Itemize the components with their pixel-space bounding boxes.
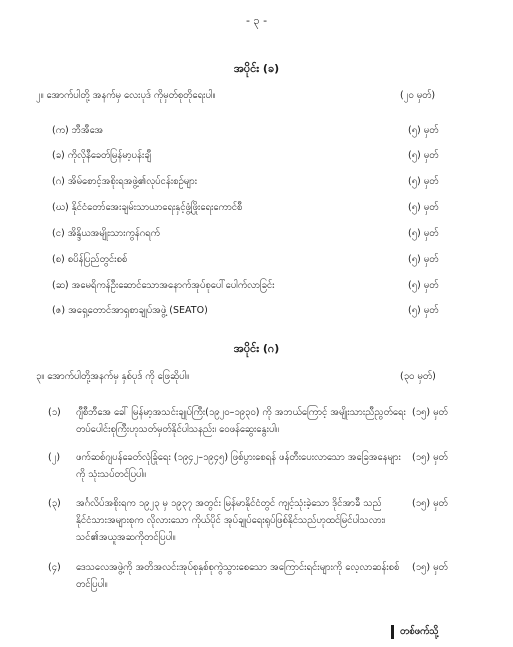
section-a-title: အပိုင်း (ခ)	[233, 62, 280, 75]
section-a-question-marks: (၂၀ မှတ်)	[400, 90, 436, 101]
item-label: (က) ဘီအီအေ	[52, 125, 104, 136]
item-marks: (၅) မှတ်	[408, 176, 439, 187]
continue-bar	[391, 625, 394, 639]
essay-number: (၃)	[48, 498, 61, 509]
essay-number: (၁)	[48, 407, 61, 418]
section-b-question-marks: (၃၀ မှတ်)	[400, 371, 436, 382]
item-label: (င) အိန္ဒိယအမျိုးသားကွန်ဂရက်	[52, 228, 160, 239]
essay-text: ဂျီစီဘီအေ ခေါ် မြန်မာ့အသင်းချုပ်ကြီး(၁၉၂၀–၁၉၃၀) ကို အဘယ်ကြောင့် အမျိုးသားညီညွတ်ရေးတပ်ပေါင်းစုကြီးဟုသတ်မှတ်နိုင်ပါသနည်း၊ ဝေဖန်ဆွေးနွေးပါ။	[76, 407, 406, 435]
continue-note: တစ်ဖက်သို့	[400, 626, 439, 637]
item-marks: (၅) မှတ်	[408, 125, 439, 136]
item-marks: (၅) မှတ်	[408, 305, 439, 316]
item-marks: (၅) မှတ်	[408, 280, 439, 291]
item-label: (ဂ) အိမ်စောင့်အစိုးရအဖွဲ့၏လုပ်ငန်းစဉ်များ	[52, 176, 198, 187]
section-b-question: ၃။ အောက်ပါတို့အနက်မှ နှစ်ပုဒ် ကို ဖြေဆိုပါ။	[36, 371, 190, 382]
page-number: - ၃ -	[245, 14, 268, 27]
essay-marks: (၁၅) မှတ်	[412, 562, 448, 573]
essay-marks: (၁၅) မှတ်	[412, 407, 448, 418]
item-label: (ဇ) အရှေ့တောင်အာရှစာချုပ်အဖွဲ့ (SEATO)	[52, 305, 208, 316]
item-marks: (၅) မှတ်	[408, 228, 439, 239]
essay-text: ဖက်ဆစ်ဂျပန်ခေတ်လုံခြုံရေး (၁၉၄၂–၁၉၄၅) ဖြစ်ပွားစေရန် ဖန်တီးပေးလာသော အခြေအနေများကို သုံးသပ်တင်ပြပါ။	[76, 452, 401, 480]
item-marks: (၅) မှတ်	[408, 254, 439, 265]
item-marks: (၅) မှတ်	[408, 150, 439, 161]
essay-marks: (၁၅) မှတ်	[412, 498, 448, 509]
item-label: (ဆ) အမေရိကန်ဦးဆောင်သောအနောက်အုပ်စုပေါ်ပေါက်လာခြင်း	[52, 280, 275, 291]
item-label: (စ) စပိန်ပြည်တွင်းစစ်	[52, 254, 128, 265]
essay-text: ဒေသလေအဖွဲ့ကို အတိအလင်းအုပ်စုနှစ်စုကွဲသွားစေသော အကြောင်းရင်းများကို လေ့လာဆန်းစစ်တင်ပြပါ။	[76, 562, 400, 590]
item-marks: (၅) မှတ်	[408, 202, 439, 213]
section-b-title: အပိုင်း (ဂ)	[233, 342, 280, 355]
section-a-question: ၂။ အောက်ပါတို့ အနက်မှ လေးပုဒ် ကိုမှတ်စုတိုရေးပါ။	[36, 90, 216, 101]
item-label: (ဃ) နိုင်ငံတော်အေးချမ်းသာယာရေးနှင့်ဖွံ့ဖြိုးရေးကောင်စီ	[52, 202, 243, 213]
essay-marks: (၁၅) မှတ်	[412, 452, 448, 463]
item-label: (ခ) ကိုလိုနီခေတ်မြန်မာ့ပန်းချီ	[52, 150, 152, 161]
essay-number: (၂)	[48, 452, 61, 463]
essay-text: အင်္ဂလိပ်အစိုးရက ၁၉၂၃ မှ ၁၉၃၇ အတွင်း မြန်မာနိုင်ငံတွင် ကျင့်သုံးခဲ့သော ဒိုင်အာခီ သည် နိုင်ငံသားအများစုက လိုလားသော ကိုယ်ပိုင် အုပ်ချုပ်ရေးရုပ်ဖြစ်နိုင်သည်ဟုထင်မြင်ပါသလား၊ သင်၏အယူအဆကိုတင်ပြပါ။	[76, 498, 386, 543]
essay-number: (၄)	[48, 562, 61, 573]
